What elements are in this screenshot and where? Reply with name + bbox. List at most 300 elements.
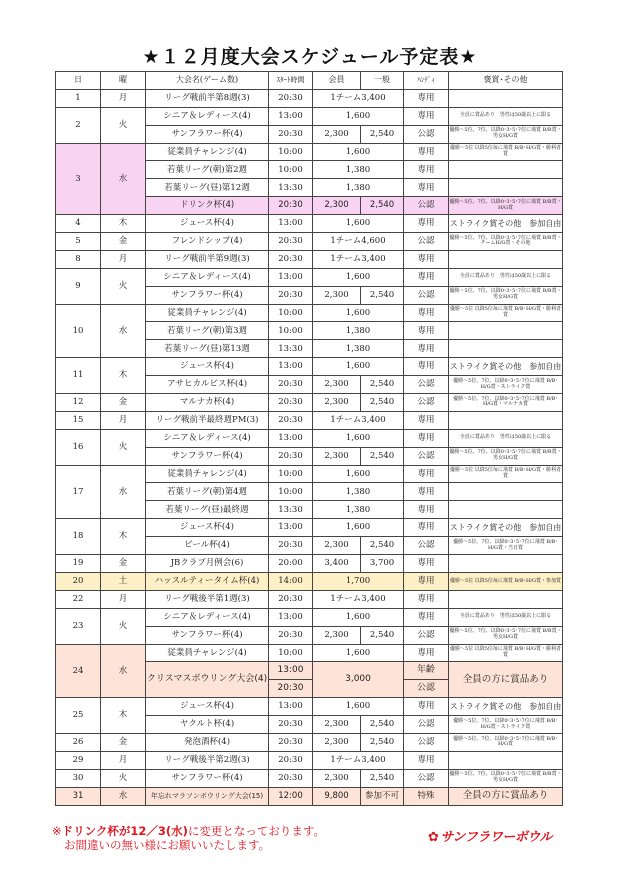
award-cell [449, 411, 563, 429]
handicap-cell: 専用 [404, 215, 449, 233]
member-fee-cell: 9,800 [313, 787, 361, 805]
header-weekday: 曜 [101, 72, 146, 90]
fee-cell: 1チーム4,600 [313, 233, 404, 251]
start-cell: 10:00 [269, 644, 313, 662]
start-cell: 20:30 [269, 376, 313, 394]
award-cell [449, 179, 563, 197]
event-cell: 発泡酒杯(4) [146, 733, 269, 751]
start-cell: 20:30 [269, 411, 313, 429]
weekday-cell: 水 [101, 644, 146, 698]
fee-cell: 1,600 [313, 429, 404, 447]
award-cell: 優勝～5位 以降5位毎に飛賞 B/B･H/G賞・勝利者賞 [449, 304, 563, 322]
start-cell: 13:00 [269, 107, 313, 125]
event-cell: アサヒカルピス杯(4) [146, 376, 269, 394]
start-cell: 20:30 [269, 769, 313, 787]
sunflower-bowl-logo [428, 826, 552, 845]
day-cell: 20 [56, 572, 101, 590]
start-cell: 13:00 [269, 662, 313, 680]
handicap-cell: 専用 [404, 340, 449, 358]
fee-cell: 1チーム3,400 [313, 250, 404, 268]
event-cell: 従業員チャレンジ(4) [146, 304, 269, 322]
start-cell: 10:00 [269, 322, 313, 340]
schedule-table [55, 71, 563, 806]
day-cell: 5 [56, 233, 101, 251]
member-fee-cell: 2,300 [313, 716, 361, 734]
award-cell [449, 250, 563, 268]
table-row [56, 358, 563, 376]
weekday-cell: 月 [101, 590, 146, 608]
header-day: 日 [56, 72, 101, 90]
day-cell: 2 [56, 107, 101, 143]
fee-cell: 1,600 [313, 608, 404, 626]
header-start: ｽﾀｰﾄ時間 [269, 72, 313, 90]
event-cell: 若葉リーグ(昼)第13週 [146, 340, 269, 358]
award-cell: 全員の方に賞品あり [449, 662, 563, 698]
table-row [56, 733, 563, 751]
handicap-cell: 公認 [404, 680, 449, 698]
award-cell: 全員に賞品あり 男性は50歳以上に限る [449, 608, 563, 626]
member-fee-cell: 2,300 [313, 769, 361, 787]
start-cell: 20:30 [269, 447, 313, 465]
weekday-cell: 木 [101, 519, 146, 555]
member-fee-cell: 2,300 [313, 197, 361, 215]
handicap-cell: 公認 [404, 125, 449, 143]
handicap-cell: 専用 [404, 358, 449, 376]
start-cell: 20:00 [269, 555, 313, 573]
table-row [56, 304, 563, 322]
event-cell: マルナカ杯(4) [146, 394, 269, 412]
handicap-cell: 専用 [404, 572, 449, 590]
start-cell: 13:00 [269, 358, 313, 376]
fee-cell: 1チーム3,400 [313, 411, 404, 429]
handicap-cell: 専用 [404, 143, 449, 161]
event-cell: JBクラブ月例会(6) [146, 555, 269, 573]
award-cell: ストライク賞その他 参加自由 [449, 358, 563, 376]
table-row [56, 268, 563, 286]
table-row [56, 751, 563, 769]
table-row [56, 644, 563, 662]
handicap-cell: 特殊 [404, 787, 449, 805]
table-row [56, 143, 563, 161]
fee-cell: 1,380 [313, 340, 404, 358]
award-cell: 全員の方に賞品あり [449, 787, 563, 805]
start-cell: 20:30 [269, 394, 313, 412]
handicap-cell: 専用 [404, 304, 449, 322]
start-cell: 20:30 [269, 250, 313, 268]
event-cell: 若葉リーグ(朝)第3週 [146, 322, 269, 340]
handicap-cell: 専用 [404, 250, 449, 268]
award-cell: 優勝～5位 以降5位毎に飛賞 B/B･H/G賞・勝利者賞 [449, 465, 563, 483]
table-row [56, 519, 563, 537]
fee-cell: 1,600 [313, 465, 404, 483]
weekday-cell: 火 [101, 429, 146, 465]
day-cell: 31 [56, 787, 101, 805]
start-cell: 20:30 [269, 197, 313, 215]
day-cell: 25 [56, 698, 101, 734]
general-fee-cell: 2,540 [361, 197, 404, 215]
event-cell: ビール杯(4) [146, 537, 269, 555]
award-cell [449, 555, 563, 573]
start-cell: 20:30 [269, 89, 313, 107]
award-cell: ストライク賞その他 参加自由 [449, 215, 563, 233]
handicap-cell: 専用 [404, 519, 449, 537]
weekday-cell: 金 [101, 233, 146, 251]
logo-text: サンフラワーボウル [440, 830, 552, 845]
handicap-cell: 公認 [404, 769, 449, 787]
start-cell: 13:30 [269, 501, 313, 519]
event-cell: ジュース杯(4) [146, 519, 269, 537]
handicap-cell: 年齢 [404, 662, 449, 680]
member-fee-cell: 2,300 [313, 537, 361, 555]
handicap-cell: 公認 [404, 716, 449, 734]
event-cell: 若葉リーグ(昼)第12週 [146, 179, 269, 197]
award-cell: 優勝～5位、7位、以降0･3･5･7位に飛賞 B/B･H/G賞・ストライク賞 [449, 376, 563, 394]
start-cell: 20:30 [269, 125, 313, 143]
award-cell [449, 89, 563, 107]
table-row [56, 590, 563, 608]
start-cell: 13:00 [269, 215, 313, 233]
award-cell: 優勝～5位、7位、以降0･3･5･7位に飛賞 B/B･H/G賞・当日賞 [449, 537, 563, 555]
header-event: 大会名(ゲーム数) [146, 72, 269, 90]
start-cell: 13:00 [269, 698, 313, 716]
award-cell: 優勝～5位、7位、以降0･3･5･7位に飛賞 B/B･H/G賞・マルナカ賞 [449, 394, 563, 412]
handicap-cell: 専用 [404, 89, 449, 107]
weekday-cell: 月 [101, 751, 146, 769]
day-cell: 12 [56, 394, 101, 412]
event-cell: ハッスルティータイム杯(4) [146, 572, 269, 590]
handicap-cell: 専用 [404, 698, 449, 716]
start-cell: 14:00 [269, 572, 313, 590]
award-cell: 優勝～5位、7位、以降0･3･5･7位に飛賞 B/B賞・男女H/G賞 [449, 447, 563, 465]
handicap-cell: 専用 [404, 483, 449, 501]
start-cell: 20:30 [269, 733, 313, 751]
event-cell: リーグ戦前半第9週(3) [146, 250, 269, 268]
handicap-cell: 専用 [404, 555, 449, 573]
weekday-cell: 火 [101, 769, 146, 787]
event-cell: シニア＆レディース(4) [146, 268, 269, 286]
weekday-cell: 火 [101, 268, 146, 304]
handicap-cell: 公認 [404, 376, 449, 394]
start-cell: 20:30 [269, 590, 313, 608]
table-row-highlight [56, 572, 563, 590]
general-fee-cell: 2,540 [361, 376, 404, 394]
handicap-cell: 専用 [404, 429, 449, 447]
general-fee-cell: 2,540 [361, 537, 404, 555]
award-cell: 優勝～5位、7位、以降0･3･5･7位に飛賞 B/B･H/G賞 [449, 733, 563, 751]
award-cell: 優勝～5位、7位、以降0･3･5･7位に飛賞 B/B賞・H/G賞 [449, 197, 563, 215]
table-row [56, 769, 563, 787]
start-cell: 13:00 [269, 608, 313, 626]
start-cell: 12:00 [269, 787, 313, 805]
day-cell: 17 [56, 465, 101, 519]
award-cell: 優勝～5位、7位、以降0･3･5･7位に飛賞 B/B賞・チームH/G賞・その他 [449, 233, 563, 251]
handicap-cell: 専用 [404, 590, 449, 608]
day-cell: 19 [56, 555, 101, 573]
handicap-cell: 専用 [404, 179, 449, 197]
event-cell: リーグ戦前半第8週(3) [146, 89, 269, 107]
fee-cell: 1,380 [313, 179, 404, 197]
start-cell: 13:30 [269, 340, 313, 358]
general-fee-cell: 参加不可 [361, 787, 404, 805]
header-general: 一般 [361, 72, 404, 90]
day-cell: 22 [56, 590, 101, 608]
day-cell: 15 [56, 411, 101, 429]
award-cell: 優勝～5位、7位、以降0･3･5･7位に飛賞 B/B賞・男女H/G賞 [449, 626, 563, 644]
handicap-cell: 公認 [404, 394, 449, 412]
event-cell: ジュース杯(4) [146, 358, 269, 376]
event-cell: 若葉リーグ(朝)第2週 [146, 161, 269, 179]
table-row [56, 250, 563, 268]
weekday-cell: 金 [101, 733, 146, 751]
page-title: ★１２月度大会スケジュール予定表★ [142, 46, 478, 68]
award-cell: 全員に賞品あり 男性は50歳以上に限る [449, 107, 563, 125]
fee-cell: 1チーム3,400 [313, 89, 404, 107]
day-cell: 18 [56, 519, 101, 555]
day-cell: 8 [56, 250, 101, 268]
handicap-cell: 専用 [404, 644, 449, 662]
event-cell: ジュース杯(4) [146, 215, 269, 233]
handicap-cell: 公認 [404, 733, 449, 751]
weekday-cell: 火 [101, 608, 146, 644]
handicap-cell: 公認 [404, 233, 449, 251]
handicap-cell: 専用 [404, 411, 449, 429]
general-fee-cell: 2,540 [361, 125, 404, 143]
header-handicap: ﾊﾝﾃﾞｨ [404, 72, 449, 90]
fee-cell: 1,600 [313, 358, 404, 376]
start-cell: 10:00 [269, 304, 313, 322]
handicap-cell: 専用 [404, 268, 449, 286]
fee-cell: 1,380 [313, 161, 404, 179]
start-cell: 20:30 [269, 716, 313, 734]
event-cell: 従業員チャレンジ(4) [146, 644, 269, 662]
event-cell: リーグ戦後半第1週(3) [146, 590, 269, 608]
handicap-cell: 専用 [404, 465, 449, 483]
start-cell: 13:00 [269, 429, 313, 447]
award-cell [449, 590, 563, 608]
start-cell: 10:00 [269, 465, 313, 483]
award-cell [449, 483, 563, 501]
table-row [56, 429, 563, 447]
fee-cell: 1,380 [313, 483, 404, 501]
handicap-cell: 専用 [404, 751, 449, 769]
fee-cell: 1,600 [313, 107, 404, 125]
handicap-cell: 専用 [404, 501, 449, 519]
start-cell: 13:00 [269, 268, 313, 286]
member-fee-cell: 2,300 [313, 376, 361, 394]
event-cell: リーグ戦後半第2週(3) [146, 751, 269, 769]
handicap-cell: 公認 [404, 447, 449, 465]
day-cell: 26 [56, 733, 101, 751]
handicap-cell: 専用 [404, 322, 449, 340]
award-cell: 優勝～5位、7位、以降0･3･5･7位に飛賞 B/B賞・男女H/G賞 [449, 125, 563, 143]
day-cell: 16 [56, 429, 101, 465]
weekday-cell: 木 [101, 358, 146, 394]
weekday-cell: 水 [101, 465, 146, 519]
weekday-cell: 月 [101, 89, 146, 107]
notice-prefix: ※ [52, 824, 62, 838]
handicap-cell: 公認 [404, 197, 449, 215]
fee-cell: 1,600 [313, 519, 404, 537]
award-cell [449, 501, 563, 519]
start-cell: 20:30 [269, 626, 313, 644]
weekday-cell: 月 [101, 411, 146, 429]
member-fee-cell: 2,300 [313, 286, 361, 304]
fee-cell: 1チーム3,400 [313, 751, 404, 769]
start-cell: 13:00 [269, 519, 313, 537]
notice-line2: お間違いの無い様にお願いいたします。 [64, 838, 271, 852]
event-cell: ドリンク杯(4) [146, 197, 269, 215]
award-cell: 優勝～5位、7位、以降0･3･5･7位に飛賞 B/B･H/G賞・ストライク賞 [449, 716, 563, 734]
day-cell: 30 [56, 769, 101, 787]
table-row [56, 394, 563, 412]
day-cell: 10 [56, 304, 101, 358]
weekday-cell: 水 [101, 787, 146, 805]
award-cell: 全員に賞品あり 男性は50歳以上に限る [449, 429, 563, 447]
event-cell: フレンドシップ(4) [146, 233, 269, 251]
award-cell: 優勝～5位、7位、以降0･3･5･7位に飛賞 B/B賞・男女H/G賞 [449, 286, 563, 304]
table-row [56, 89, 563, 107]
day-cell: 11 [56, 358, 101, 394]
handicap-cell: 専用 [404, 608, 449, 626]
fee-cell: 1チーム3,400 [313, 590, 404, 608]
member-fee-cell: 2,300 [313, 394, 361, 412]
award-cell: 優勝～5位 以降5位毎に飛賞 B/B･H/G賞・勝利者賞 [449, 644, 563, 662]
header-award: 褒賞･その他 [449, 72, 563, 90]
day-cell: 3 [56, 143, 101, 215]
general-fee-cell: 3,700 [361, 555, 404, 573]
table-row [56, 698, 563, 716]
weekday-cell: 金 [101, 555, 146, 573]
table-header-row [56, 72, 563, 90]
event-cell: 従業員チャレンジ(4) [146, 143, 269, 161]
fee-cell: 1,600 [313, 698, 404, 716]
table-row [56, 215, 563, 233]
general-fee-cell: 2,540 [361, 286, 404, 304]
weekday-cell: 水 [101, 143, 146, 215]
event-cell: 従業員チャレンジ(4) [146, 465, 269, 483]
start-cell: 20:30 [269, 537, 313, 555]
day-cell: 23 [56, 608, 101, 644]
handicap-cell: 公認 [404, 286, 449, 304]
sunflower-icon: ✿ [428, 830, 439, 845]
header-member: 会員 [313, 72, 361, 90]
fee-cell: 1,600 [313, 268, 404, 286]
weekday-cell: 金 [101, 394, 146, 412]
handicap-cell: 専用 [404, 161, 449, 179]
fee-cell: 1,700 [313, 572, 404, 590]
event-cell: ヤクルト杯(4) [146, 716, 269, 734]
event-cell: サンフラワー杯(4) [146, 769, 269, 787]
weekday-cell: 火 [101, 107, 146, 143]
weekday-cell: 月 [101, 250, 146, 268]
day-cell: 29 [56, 751, 101, 769]
table-row [56, 233, 563, 251]
award-cell [449, 161, 563, 179]
event-cell: 若葉リーグ(朝)第4週 [146, 483, 269, 501]
fee-cell: 3,000 [313, 662, 404, 698]
table-row [56, 465, 563, 483]
general-fee-cell: 2,540 [361, 447, 404, 465]
fee-cell: 1,600 [313, 215, 404, 233]
member-fee-cell: 2,300 [313, 626, 361, 644]
start-cell: 20:30 [269, 233, 313, 251]
award-cell [449, 340, 563, 358]
handicap-cell: 専用 [404, 107, 449, 125]
event-cell: ジュース杯(4) [146, 698, 269, 716]
award-cell: 全員に賞品あり 男性は50歳以上に限る [449, 268, 563, 286]
handicap-cell: 公認 [404, 626, 449, 644]
day-cell: 24 [56, 644, 101, 698]
fee-cell: 1,380 [313, 501, 404, 519]
event-cell: 若葉リーグ(昼)最終週 [146, 501, 269, 519]
event-cell: シニア＆レディース(4) [146, 429, 269, 447]
fee-cell: 1,380 [313, 322, 404, 340]
table-row [56, 555, 563, 573]
member-fee-cell: 2,300 [313, 447, 361, 465]
weekday-cell: 土 [101, 572, 146, 590]
weekday-cell: 木 [101, 215, 146, 233]
award-cell: ストライク賞その他 参加自由 [449, 698, 563, 716]
event-cell: リーグ戦前半最終週PM(3) [146, 411, 269, 429]
table-row [56, 107, 563, 125]
event-cell: サンフラワー杯(4) [146, 447, 269, 465]
event-cell: サンフラワー杯(4) [146, 626, 269, 644]
event-cell: クリスマスボウリング大会(4) [146, 662, 269, 698]
general-fee-cell: 2,540 [361, 626, 404, 644]
event-cell: サンフラワー杯(4) [146, 286, 269, 304]
day-cell: 1 [56, 89, 101, 107]
award-cell: ストライク賞その他 参加自由 [449, 519, 563, 537]
start-cell: 20:30 [269, 680, 313, 698]
notice-line1: に変更となっております。 [187, 824, 326, 838]
event-cell: サンフラワー杯(4) [146, 125, 269, 143]
award-cell [449, 751, 563, 769]
event-cell: シニア＆レディース(4) [146, 107, 269, 125]
start-cell: 10:00 [269, 483, 313, 501]
table-row-highlight [56, 787, 563, 805]
award-cell: 優勝～5位、7位、以降0･3･5･7位に飛賞 B/B賞・男女H/G賞 [449, 769, 563, 787]
fee-cell: 1,600 [313, 143, 404, 161]
event-cell: 年忘れマラソンボウリング大会(15) [146, 787, 269, 805]
weekday-cell: 木 [101, 698, 146, 734]
notice-text [52, 824, 325, 852]
day-cell: 4 [56, 215, 101, 233]
table-row [56, 411, 563, 429]
member-fee-cell: 2,300 [313, 125, 361, 143]
member-fee-cell: 3,400 [313, 555, 361, 573]
event-cell: シニア＆レディース(4) [146, 608, 269, 626]
notice-highlight: ドリンク杯が12／3(水) [61, 824, 188, 838]
start-cell: 20:30 [269, 751, 313, 769]
general-fee-cell: 2,540 [361, 769, 404, 787]
table-row [56, 608, 563, 626]
handicap-cell: 公認 [404, 537, 449, 555]
award-cell: 優勝～5位 以降5位毎に飛賞 B/B･H/G賞・勝利者賞 [449, 143, 563, 161]
general-fee-cell: 2,540 [361, 394, 404, 412]
day-cell: 9 [56, 268, 101, 304]
fee-cell: 1,600 [313, 644, 404, 662]
start-cell: 10:00 [269, 161, 313, 179]
member-fee-cell: 2,300 [313, 733, 361, 751]
fee-cell: 1,600 [313, 304, 404, 322]
weekday-cell: 水 [101, 304, 146, 358]
start-cell: 20:30 [269, 286, 313, 304]
general-fee-cell: 2,540 [361, 716, 404, 734]
start-cell: 10:00 [269, 143, 313, 161]
start-cell: 13:30 [269, 179, 313, 197]
general-fee-cell: 2,540 [361, 733, 404, 751]
award-cell [449, 322, 563, 340]
